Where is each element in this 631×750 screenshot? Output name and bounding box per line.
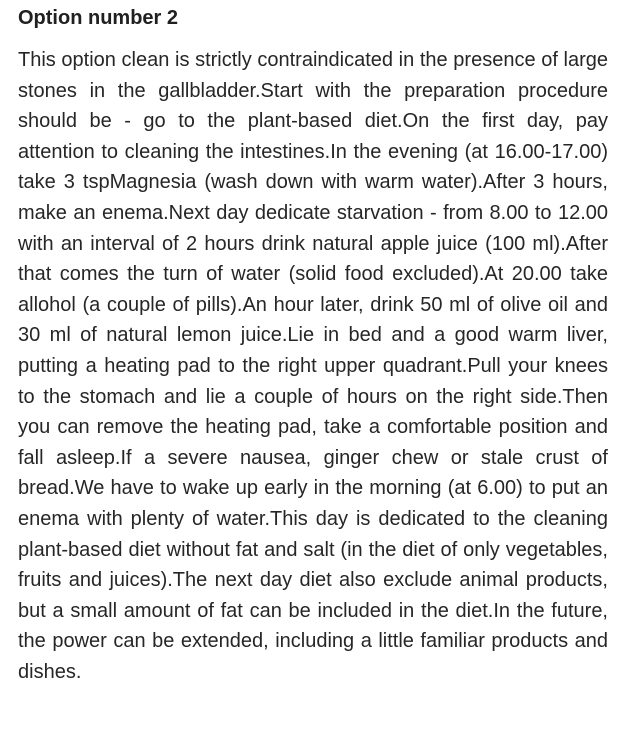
article	[18, 4, 608, 687]
article-title: Option number 2	[18, 7, 178, 29]
article-body: This option clean is strictly contraindicated in the presence of large stones in the gallbladder.Start with the preparation procedure should be - go to the plant-based diet.On the first day, pay attention to cleaning the intestines.In the evening (at 16.00-17.00) take 3 tspMagnesia (wash down with warm water).After 3 hours, make an enema.Next day dedicate starvation - from 8.00 to 12.00 with an interval of 2 hours drink natural apple juice (100 ml).After that comes the turn of water (solid food excluded).At 20.00 take allohol (a couple of pills).An hour later, drink 50 ml of olive oil and 30 ml of natural lemon juice.Lie in bed and a good warm liver, putting a heating pad to the right upper quadrant.Pull your knees to the stomach and lie a couple of hours on the right side.Then you can remove the heating pad, take a comfortable position and fall asleep.If a severe nausea, ginger chew or stale crust of bread.We have to wake up early in the morning (at 6.00) to put an enema with plenty of water.This day is dedicated to the cleaning plant-based diet without fat and salt (in the diet of only vegetables, fruits and juices).The next day diet also exclude animal products, but a small amount of fat can be included in the diet.In the future, the power can be extended, including a little familiar products and dishes.	[18, 49, 608, 683]
